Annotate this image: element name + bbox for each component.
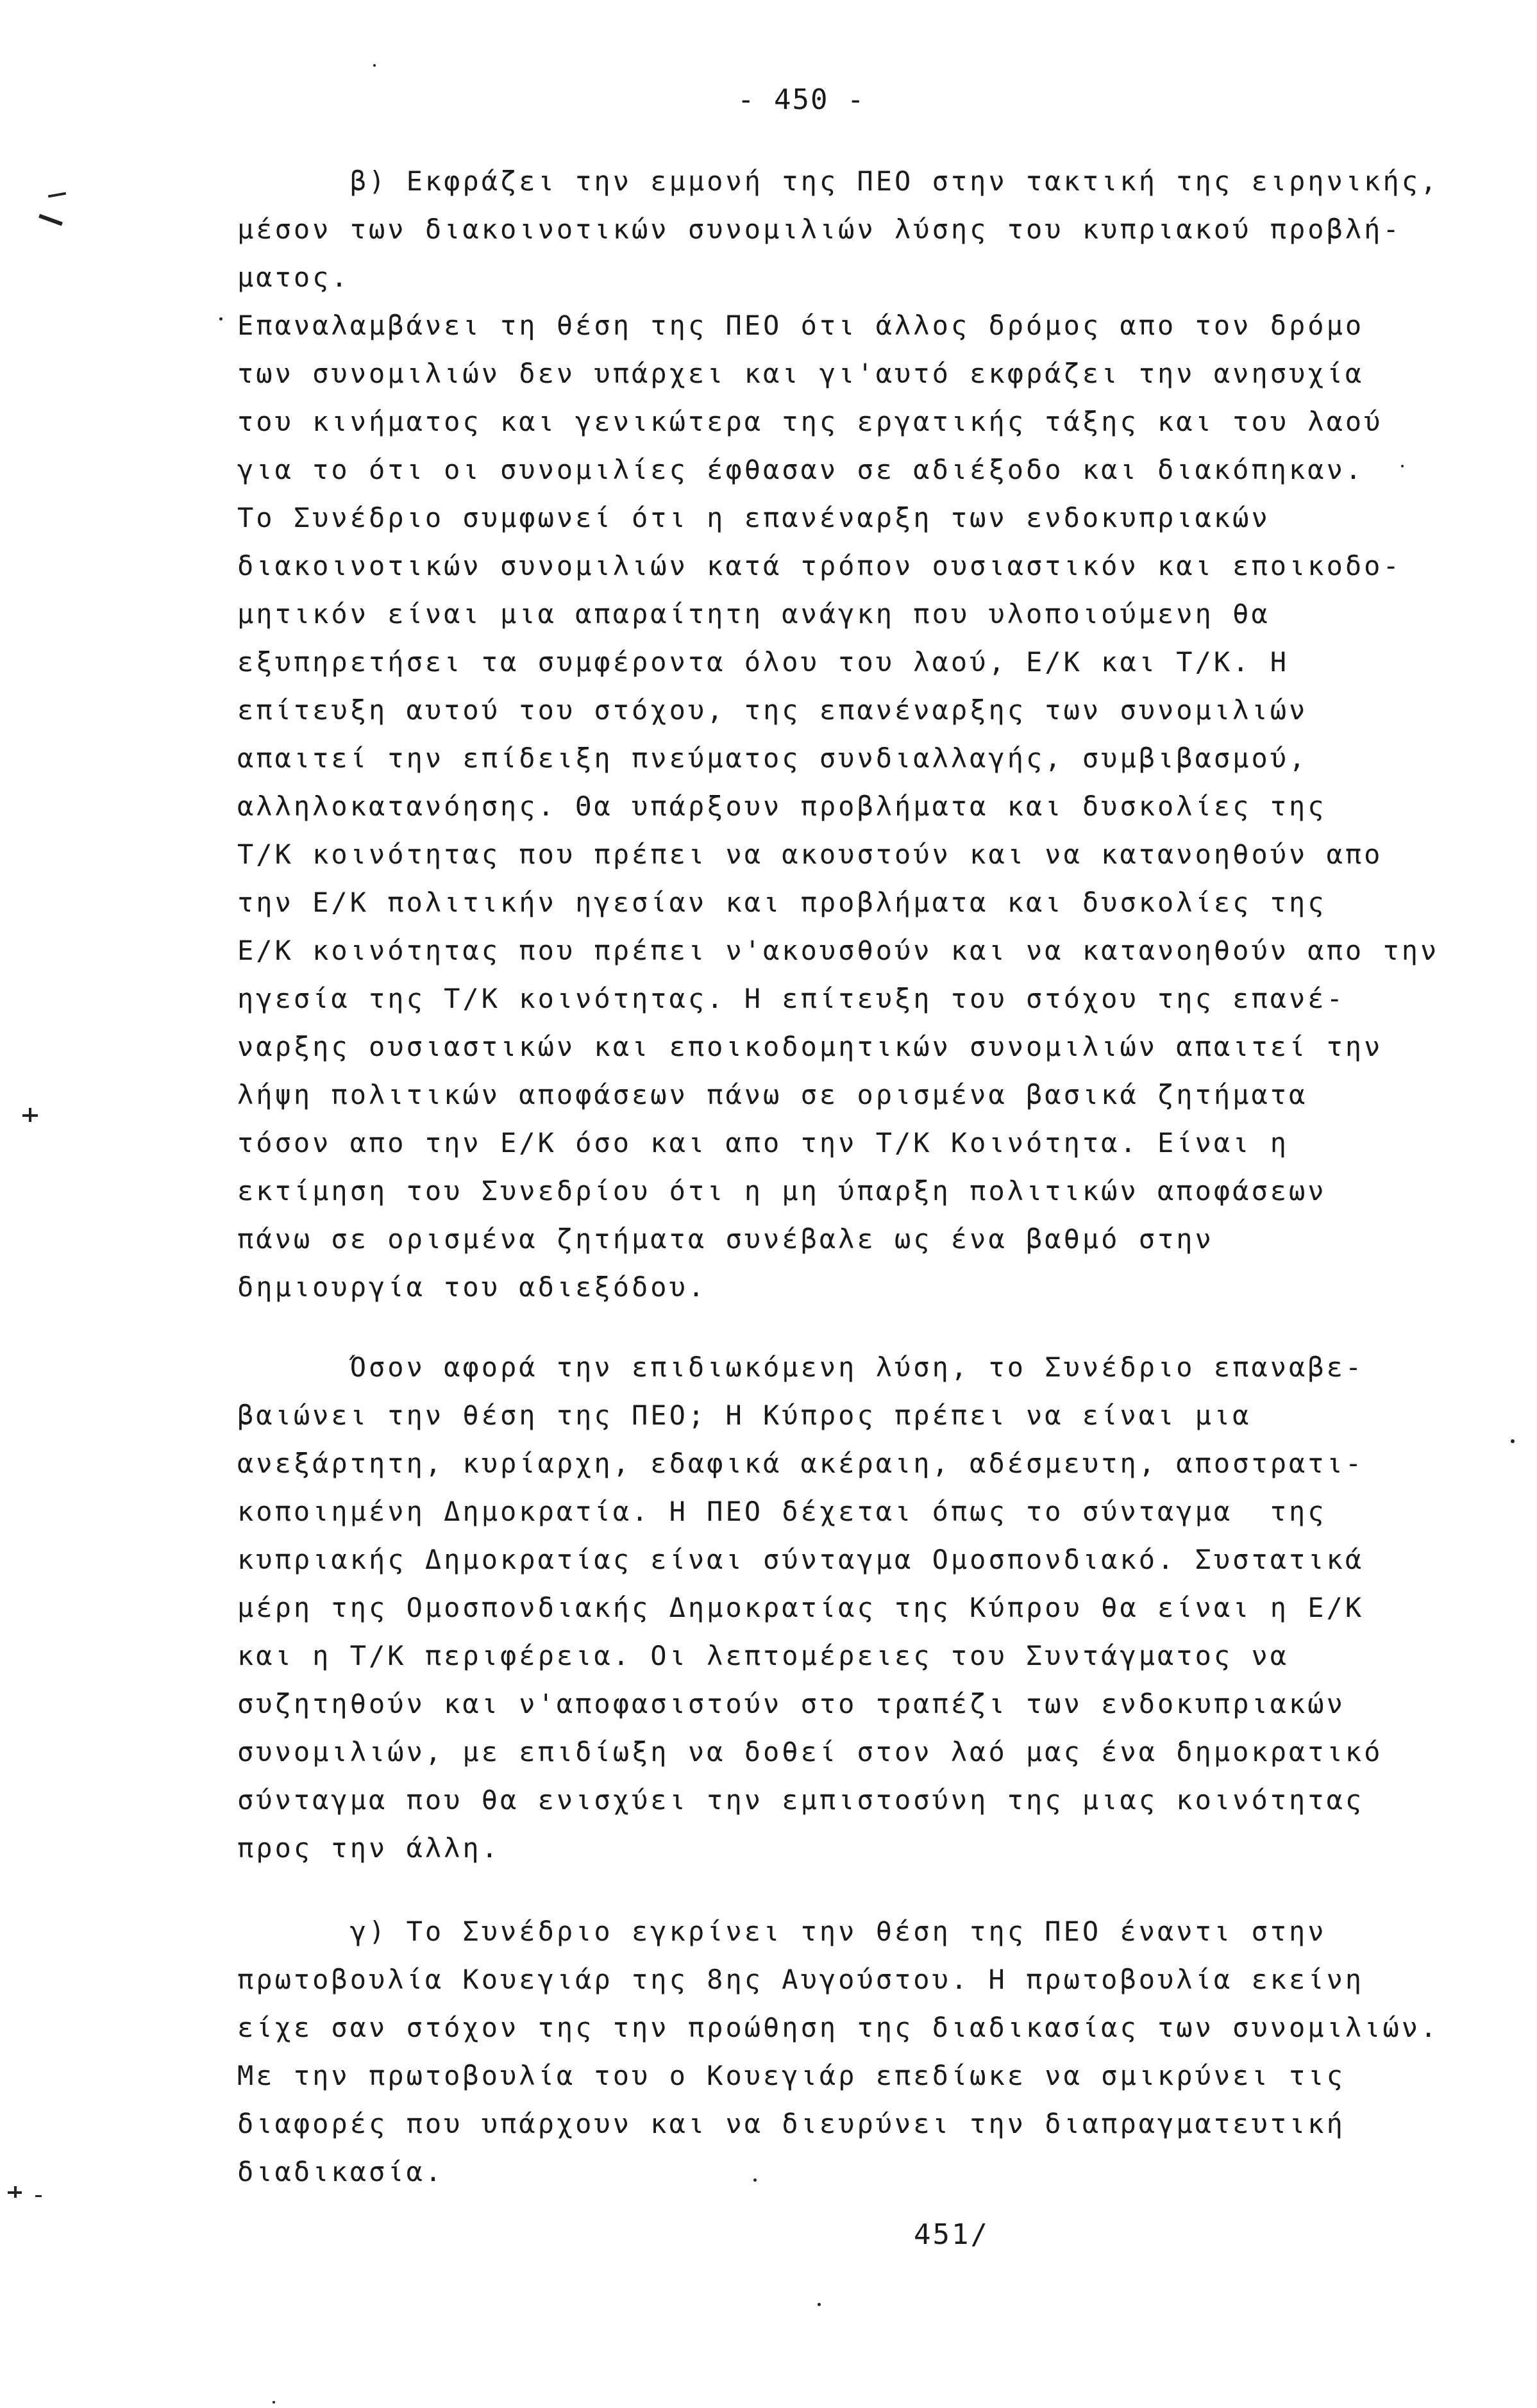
margin-mark bbox=[38, 214, 63, 226]
paragraph-gamma bbox=[237, 1907, 1488, 2196]
speck bbox=[373, 64, 376, 67]
text-line: επίτευξη αυτού του στόχου, της επανέναρξης των συνομιλιών bbox=[237, 694, 1308, 726]
text-line: διακοινοτικών συνομιλιών κατά τρόπον ουσιαστικόν και εποικοδο- bbox=[237, 550, 1402, 581]
text-line: βαιώνει την θέση της ΠΕΟ; Η Κύπρος πρέπει να είναι μια bbox=[237, 1400, 1252, 1431]
text-line: των συνομιλιών δεν υπάρχει και γι'αυτό εκφράζει την ανησυχία bbox=[237, 358, 1365, 389]
text-line: προς την άλλη. bbox=[237, 1832, 501, 1864]
text-line: ανεξάρτητη, κυρίαρχη, εδαφικά ακέραιη, αδέσμευτη, αποστρατι- bbox=[237, 1448, 1365, 1479]
margin-mark bbox=[48, 192, 66, 198]
text-line: συνομιλιών, με επιδίωξη να δοθεί στον λαό μας ένα δημοκρατικό bbox=[237, 1736, 1383, 1768]
text-line: κυπριακής Δημοκρατίας είναι σύνταγμα Ομοσπονδιακό. Συστατικά bbox=[237, 1544, 1365, 1575]
text-line: μέσον των διακοινοτικών συνομιλιών λύσης του κυπριακού προβλή- bbox=[237, 213, 1402, 245]
text-line: Ε/Κ κοινότητας που πρέπει ν'ακουσθούν και να κατανοηθούν απο την bbox=[237, 935, 1440, 966]
paragraph-beta bbox=[237, 157, 1488, 1311]
text-line: Το Συνέδριο συμφωνεί ότι η επανέναρξη των ενδοκυπριακών bbox=[237, 502, 1270, 533]
paragraph-solution bbox=[237, 1343, 1488, 1872]
continuation-page-marker: 451/ bbox=[914, 2218, 989, 2251]
text-line: διαφορές που υπάρχουν και να διευρύνει την διαπραγματευτική bbox=[237, 2108, 1345, 2139]
text-line: απαιτεί την επίδειξη πνεύματος συνδιαλλαγής, συμβιβασμού, bbox=[237, 742, 1308, 774]
text-line: Τ/Κ κοινότητας που πρέπει να ακουστούν και να κατανοηθούν απο bbox=[237, 839, 1383, 870]
speck bbox=[1511, 1439, 1515, 1443]
text-line: ματος. bbox=[237, 262, 350, 293]
text-line: και η Τ/Κ περιφέρεια. Οι λεπτομέρειες του Συντάγματος να bbox=[237, 1640, 1289, 1671]
margin-mark bbox=[14, 2186, 17, 2198]
text-line: γ) Το Συνέδριο εγκρίνει την θέση της ΠΕΟ έναντι στην bbox=[237, 1916, 1327, 1947]
text-line: πρωτοβουλία Κουεγιάρ της 8ης Αυγούστου. Η πρωτοβουλία εκείνη bbox=[237, 1964, 1365, 1995]
text-line: την Ε/Κ πολιτικήν ηγεσίαν και προβλήματα και δυσκολίες της bbox=[237, 887, 1327, 918]
text-line: ναρξης ουσιαστικών και εποικοδομητικών συνομιλιών απαιτεί την bbox=[237, 1031, 1383, 1062]
margin-mark bbox=[29, 1108, 31, 1122]
text-line: διαδικασία. bbox=[237, 2156, 444, 2187]
text-line: β) Εκφράζει την εμμονή της ΠΕΟ στην τακτική της ειρηνικής, bbox=[237, 165, 1440, 197]
text-line: Επαναλαμβάνει τη θέση της ΠΕΟ ότι άλλος δρόμος απο τον δρόμο bbox=[237, 310, 1365, 341]
text-line: ηγεσία της Τ/Κ κοινότητας. Η επίτευξη του στόχου της επανέ- bbox=[237, 983, 1345, 1014]
text-line: για το ότι οι συνομιλίες έφθασαν σε αδιέξοδο και διακόπηκαν. bbox=[237, 454, 1365, 485]
speck bbox=[1401, 465, 1404, 467]
text-line: κοποιημένη Δημοκρατία. Η ΠΕΟ δέχεται όπως το σύνταγμα της bbox=[237, 1496, 1327, 1527]
text-line: εκτίμηση του Συνεδρίου ότι η μη ύπαρξη πολιτικών αποφάσεων bbox=[237, 1175, 1327, 1207]
text-line: μέρη της Ομοσπονδιακής Δημοκρατίας της Κύπρου θα είναι η Ε/Κ bbox=[237, 1592, 1365, 1623]
speck bbox=[818, 2303, 821, 2306]
text-line: πάνω σε ορισμένα ζητήματα συνέβαλε ως ένα βαθμό στην bbox=[237, 1223, 1214, 1255]
text-line: εξυπηρετήσει τα συμφέροντα όλου του λαού, Ε/Κ και Τ/Κ. Η bbox=[237, 646, 1289, 678]
text-line: Με την πρωτοβουλία του ο Κουεγιάρ επεδίωκε να σμικρύνει τις bbox=[237, 2060, 1345, 2091]
speck bbox=[753, 2178, 757, 2182]
text-line: δημιουργία του αδιεξόδου. bbox=[237, 1271, 707, 1303]
page-number: - 450 - bbox=[737, 83, 866, 116]
text-line: αλληλοκατανόησης. Θα υπάρξουν προβλήματα και δυσκολίες της bbox=[237, 790, 1327, 822]
text-line: τόσον απο την Ε/Κ όσο και απο την Τ/Κ Κοινότητα. Είναι η bbox=[237, 1127, 1289, 1158]
text-line: λήψη πολιτικών αποφάσεων πάνω σε ορισμένα βασικά ζητήματα bbox=[237, 1079, 1308, 1110]
speck bbox=[219, 317, 223, 321]
text-line: Όσον αφορά την επιδιωκόμενη λύση, το Συνέδριο επαναβε- bbox=[237, 1351, 1365, 1383]
text-line: σύνταγμα που θα ενισχύει την εμπιστοσύνη της μιας κοινότητας bbox=[237, 1784, 1365, 1816]
speck bbox=[273, 2401, 275, 2404]
text-line: του κινήματος και γενικώτερα της εργατικής τάξης και του λαού bbox=[237, 406, 1383, 437]
text-line: είχε σαν στόχον της την προώθηση της διαδικασίας των συνομιλιών. bbox=[237, 2012, 1440, 2043]
margin-mark bbox=[35, 2195, 42, 2197]
text-line: μητικόν είναι μια απαραίτητη ανάγκη που υλοποιούμενη θα bbox=[237, 598, 1270, 630]
text-line: συζητηθούν και ν'αποφασιστούν στο τραπέζι των ενδοκυπριακών bbox=[237, 1688, 1345, 1719]
